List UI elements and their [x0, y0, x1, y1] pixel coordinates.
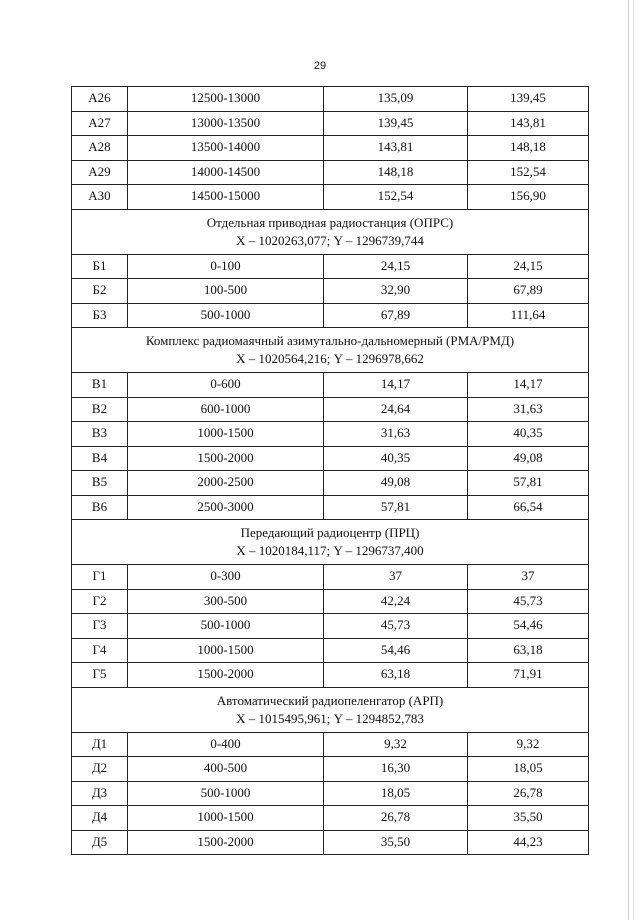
section-title: Комплекс радиомаячный азимутально-дальномерный (РМА/РМД) — [145, 333, 515, 348]
range-cell: 2500-3000 — [128, 495, 324, 520]
code-cell: Г4 — [72, 638, 128, 663]
code-cell: Б1 — [72, 254, 128, 279]
range-cell: 300-500 — [128, 589, 324, 614]
scan-edge-line — [628, 0, 629, 920]
section-header-row — [72, 687, 589, 732]
value-min-cell: 9,32 — [324, 732, 468, 757]
range-cell: 0-100 — [128, 254, 324, 279]
value-max-cell: 71,91 — [468, 663, 589, 688]
table-row — [72, 495, 589, 520]
value-max-cell: 40,35 — [468, 422, 589, 447]
section-title: Передающий радиоцентр (ПРЦ) — [240, 525, 420, 540]
value-min-cell: 152,54 — [324, 185, 468, 210]
page-number: 29 — [313, 60, 327, 72]
value-max-cell: 44,23 — [468, 830, 589, 855]
range-cell: 1000-1500 — [128, 806, 324, 831]
table-row — [72, 254, 589, 279]
value-min-cell: 18,05 — [324, 781, 468, 806]
value-max-cell: 31,63 — [468, 397, 589, 422]
code-cell: Г2 — [72, 589, 128, 614]
code-cell: А30 — [72, 185, 128, 210]
code-cell: Б2 — [72, 279, 128, 304]
code-cell: В1 — [72, 373, 128, 398]
code-cell: А29 — [72, 160, 128, 185]
range-cell: 0-400 — [128, 732, 324, 757]
value-max-cell: 9,32 — [468, 732, 589, 757]
value-min-cell: 24,15 — [324, 254, 468, 279]
section-coordinates: Х – 1015495,961; Y – 1294852,783 — [236, 710, 424, 726]
table-body — [72, 87, 589, 855]
range-cell: 2000-2500 — [128, 471, 324, 496]
table-row — [72, 614, 589, 639]
value-min-cell: 57,81 — [324, 495, 468, 520]
table-row — [72, 136, 589, 161]
code-cell: В2 — [72, 397, 128, 422]
value-max-cell: 66,54 — [468, 495, 589, 520]
value-min-cell: 45,73 — [324, 614, 468, 639]
section-header-cell — [72, 328, 589, 373]
table-row — [72, 303, 589, 328]
value-max-cell: 111,64 — [468, 303, 589, 328]
value-max-cell: 139,45 — [468, 87, 589, 112]
value-max-cell: 24,15 — [468, 254, 589, 279]
range-cell: 12500-13000 — [128, 87, 324, 112]
code-cell: Д5 — [72, 830, 128, 855]
range-cell: 400-500 — [128, 757, 324, 782]
range-cell: 14000-14500 — [128, 160, 324, 185]
table-row — [72, 663, 589, 688]
table-row — [72, 279, 589, 304]
value-max-cell: 156,90 — [468, 185, 589, 210]
range-cell: 0-600 — [128, 373, 324, 398]
value-max-cell: 152,54 — [468, 160, 589, 185]
value-max-cell: 26,78 — [468, 781, 589, 806]
range-cell: 1500-2000 — [128, 446, 324, 471]
value-min-cell: 35,50 — [324, 830, 468, 855]
value-max-cell: 18,05 — [468, 757, 589, 782]
code-cell: В6 — [72, 495, 128, 520]
value-min-cell: 148,18 — [324, 160, 468, 185]
table-row — [72, 471, 589, 496]
table-row — [72, 111, 589, 136]
value-max-cell: 54,46 — [468, 614, 589, 639]
section-header-cell — [72, 687, 589, 732]
range-cell: 13500-14000 — [128, 136, 324, 161]
range-cell: 500-1000 — [128, 781, 324, 806]
code-cell: Д4 — [72, 806, 128, 831]
table-row — [72, 565, 589, 590]
value-min-cell: 54,46 — [324, 638, 468, 663]
range-cell: 500-1000 — [128, 614, 324, 639]
value-min-cell: 31,63 — [324, 422, 468, 447]
value-min-cell: 16,30 — [324, 757, 468, 782]
code-cell: Г1 — [72, 565, 128, 590]
value-min-cell: 42,24 — [324, 589, 468, 614]
range-cell: 14500-15000 — [128, 185, 324, 210]
table-row — [72, 373, 589, 398]
obstacle-height-table — [71, 86, 589, 855]
value-max-cell: 63,18 — [468, 638, 589, 663]
value-min-cell: 135,09 — [324, 87, 468, 112]
value-max-cell: 143,81 — [468, 111, 589, 136]
value-min-cell: 37 — [324, 565, 468, 590]
code-cell: А27 — [72, 111, 128, 136]
value-max-cell: 45,73 — [468, 589, 589, 614]
value-min-cell: 32,90 — [324, 279, 468, 304]
value-max-cell: 49,08 — [468, 446, 589, 471]
section-header-row — [72, 209, 589, 254]
table-row — [72, 757, 589, 782]
table-row — [72, 446, 589, 471]
table-row — [72, 732, 589, 757]
code-cell: В3 — [72, 422, 128, 447]
section-header-cell — [72, 520, 589, 565]
range-cell: 13000-13500 — [128, 111, 324, 136]
table-row — [72, 422, 589, 447]
table-row — [72, 185, 589, 210]
table-row — [72, 781, 589, 806]
code-cell: Б3 — [72, 303, 128, 328]
range-cell: 500-1000 — [128, 303, 324, 328]
value-min-cell: 26,78 — [324, 806, 468, 831]
section-header-row — [72, 328, 589, 373]
code-cell: Д2 — [72, 757, 128, 782]
range-cell: 1000-1500 — [128, 638, 324, 663]
value-min-cell: 63,18 — [324, 663, 468, 688]
value-min-cell: 24,64 — [324, 397, 468, 422]
value-max-cell: 57,81 — [468, 471, 589, 496]
section-coordinates: Х – 1020184,117; Y – 1296737,400 — [236, 543, 424, 558]
section-coordinates: Х – 1020564,216; Y – 1296978,662 — [236, 351, 424, 366]
value-min-cell: 139,45 — [324, 111, 468, 136]
value-max-cell: 37 — [468, 565, 589, 590]
code-cell: В5 — [72, 471, 128, 496]
range-cell: 100-500 — [128, 279, 324, 304]
range-cell: 0-300 — [128, 565, 324, 590]
table-row — [72, 397, 589, 422]
table-row — [72, 806, 589, 831]
section-title: Автоматический радиопеленгатор (АРП) — [216, 692, 444, 708]
range-cell: 1500-2000 — [128, 830, 324, 855]
value-max-cell: 67,89 — [468, 279, 589, 304]
value-min-cell: 14,17 — [324, 373, 468, 398]
scan-edge-line-secondary — [633, 0, 634, 920]
section-header-cell — [72, 209, 589, 254]
table-row — [72, 160, 589, 185]
code-cell: Д3 — [72, 781, 128, 806]
table-row — [72, 638, 589, 663]
section-title: Отдельная приводная радиостанция (ОПРС) — [206, 214, 454, 230]
table-row — [72, 830, 589, 855]
range-cell: 1500-2000 — [128, 663, 324, 688]
range-cell: 1000-1500 — [128, 422, 324, 447]
value-min-cell: 40,35 — [324, 446, 468, 471]
code-cell: А28 — [72, 136, 128, 161]
value-max-cell: 14,17 — [468, 373, 589, 398]
section-coordinates: Х – 1020263,077; Y – 1296739,744 — [236, 232, 424, 248]
code-cell: Д1 — [72, 732, 128, 757]
code-cell: Г5 — [72, 663, 128, 688]
value-min-cell: 49,08 — [324, 471, 468, 496]
value-max-cell: 148,18 — [468, 136, 589, 161]
value-min-cell: 143,81 — [324, 136, 468, 161]
value-min-cell: 67,89 — [324, 303, 468, 328]
table-row — [72, 589, 589, 614]
section-header-row — [72, 520, 589, 565]
table-row — [72, 87, 589, 112]
code-cell: Г3 — [72, 614, 128, 639]
code-cell: В4 — [72, 446, 128, 471]
code-cell: А26 — [72, 87, 128, 112]
value-max-cell: 35,50 — [468, 806, 589, 831]
range-cell: 600-1000 — [128, 397, 324, 422]
